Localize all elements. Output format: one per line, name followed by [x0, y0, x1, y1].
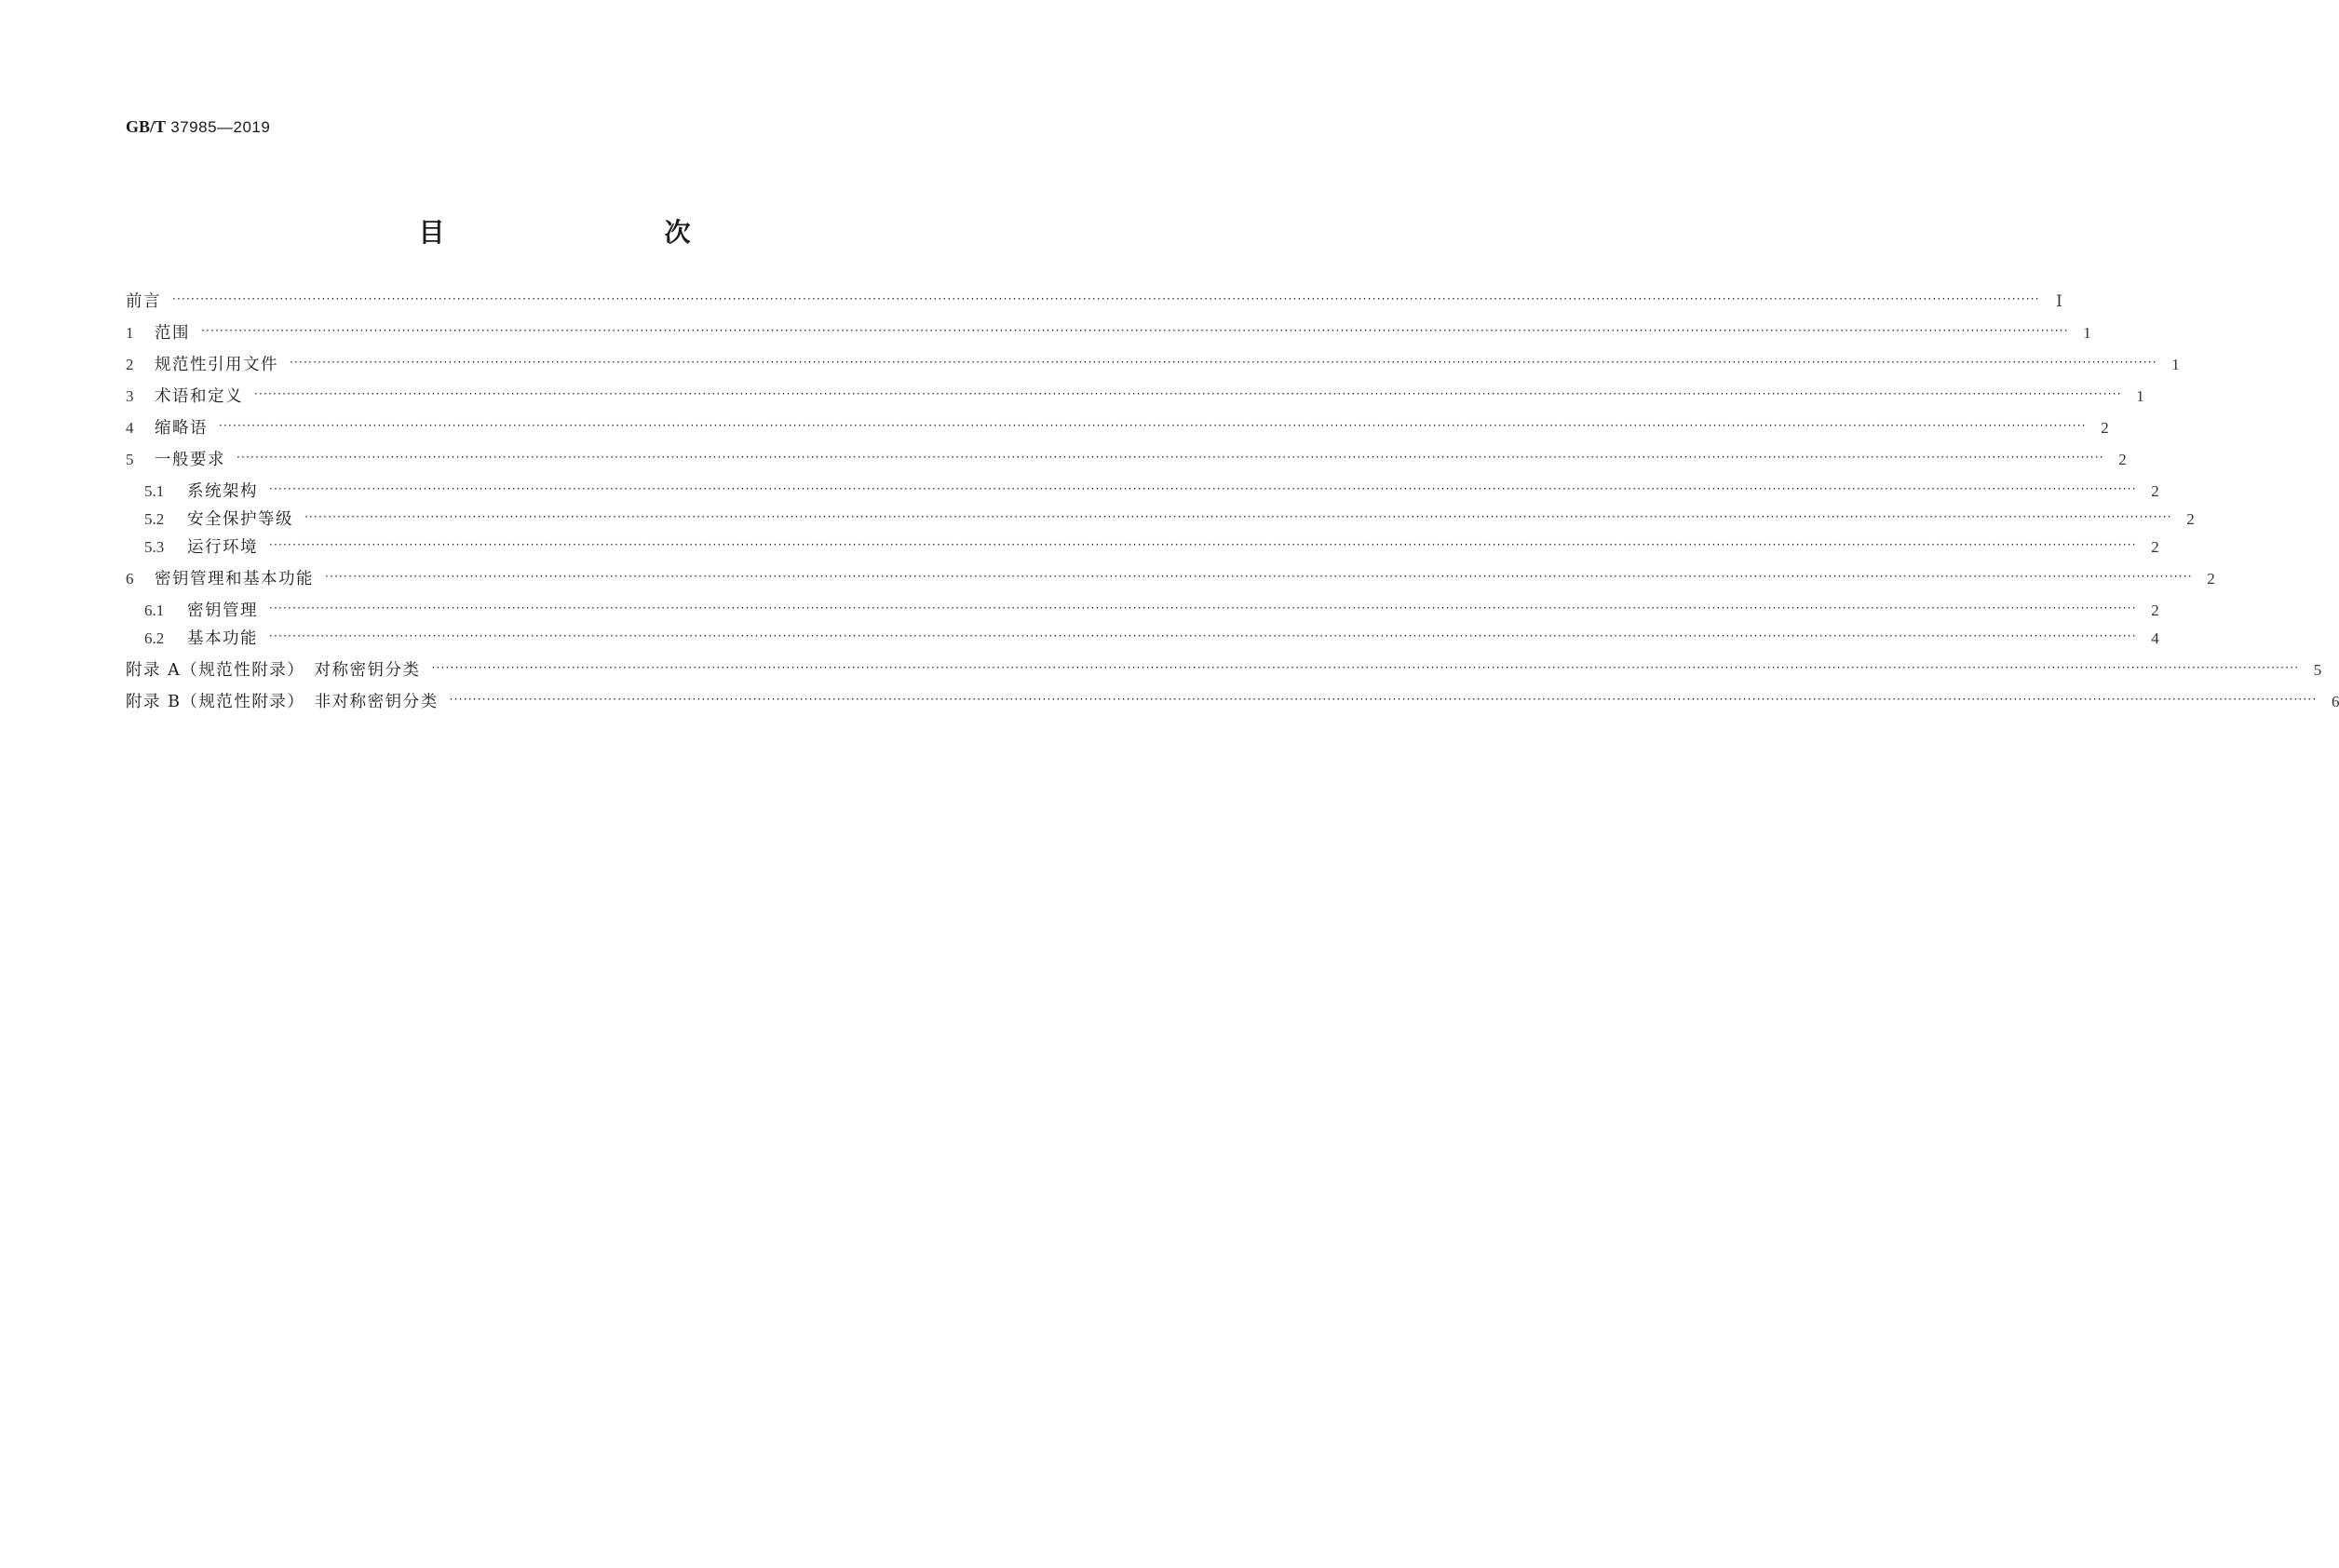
toc-dot-leader: ················································································································································································································································································································································································································: [254, 387, 2122, 400]
toc-entry-page: 2: [2151, 602, 2159, 619]
toc-entry-label: 术语和定义: [155, 387, 243, 406]
toc-entry[interactable]: [126, 689, 2339, 715]
toc-entry-label: 附录 B（规范性附录） 非对称密钥分类: [126, 693, 439, 711]
toc-dot-leader: ················································································································································································································································································································································································································: [290, 356, 2157, 369]
toc-entry-label: 密钥管理: [187, 602, 258, 620]
toc-entry-page: 2: [2118, 451, 2127, 468]
toc-dot-leader: ················································································································································································································································································································································································································: [431, 661, 2300, 674]
toc-entry[interactable]: [126, 415, 2109, 441]
toc-entry-number: 3: [126, 387, 134, 405]
toc-entry[interactable]: [126, 384, 2144, 410]
toc-dot-leader: ················································································································································································································································································································································································································: [325, 570, 2193, 583]
toc-dot-leader: ················································································································································································································································································································································································································: [201, 324, 2069, 337]
toc-entry-label: 安全保护等级: [187, 510, 293, 529]
toc-entry[interactable]: [144, 534, 2159, 561]
toc-entry-label: 基本功能: [187, 629, 258, 648]
standard-number: 37985—2019: [170, 118, 271, 136]
toc-entry[interactable]: [144, 598, 2159, 624]
toc-entry-page: 6: [2331, 693, 2339, 710]
toc-entry-page: 2: [2101, 419, 2109, 437]
toc-entry[interactable]: [144, 626, 2159, 652]
toc-dot-leader: ················································································································································································································································································································································································································: [269, 602, 2137, 615]
toc-entry-label: 一般要求: [155, 451, 225, 469]
toc-entry[interactable]: [144, 479, 2159, 505]
toc-entry-number: 6.1: [144, 602, 165, 619]
toc-entry[interactable]: [126, 320, 2091, 346]
toc-entry-number: 6: [126, 570, 134, 588]
toc-entry-number: 6.2: [144, 629, 165, 647]
toc-entry-page: 2: [2186, 510, 2195, 528]
toc-entry-page: 2: [2207, 570, 2215, 588]
toc-dot-leader: ················································································································································································································································································································································································································: [269, 538, 2137, 551]
toc-dot-leader: ················································································································································································································································································································································································································: [269, 482, 2137, 495]
toc-dot-leader: ················································································································································································································································································································································································································: [237, 451, 2104, 464]
standard-code: [126, 117, 270, 137]
toc-entry[interactable]: [126, 289, 2062, 315]
toc-entry[interactable]: [144, 507, 2195, 533]
toc-entry-label: 范围: [155, 324, 190, 343]
toc-entry-page: Ⅰ: [2056, 292, 2062, 310]
toc-entry-page: 2: [2151, 482, 2159, 500]
toc-entry-page: 1: [2083, 324, 2091, 342]
standard-prefix: GB/T: [126, 117, 167, 136]
toc-entry-number: 4: [126, 419, 134, 437]
toc-entry[interactable]: [126, 566, 2215, 592]
toc-entry-page: 5: [2313, 661, 2322, 679]
page-title: 目 次: [418, 217, 747, 248]
toc-entry[interactable]: [126, 657, 2322, 683]
toc-dot-leader: ················································································································································································································································································································································································································: [269, 629, 2137, 642]
toc-entry-label: 运行环境: [187, 538, 258, 557]
toc-entry-label: 缩略语: [155, 419, 208, 438]
toc-dot-leader: ················································································································································································································································································································································································································: [449, 693, 2318, 706]
toc-entry-label: 密钥管理和基本功能: [155, 570, 314, 588]
toc-entry[interactable]: [126, 447, 2127, 473]
toc-entry-number: 5.2: [144, 510, 165, 528]
toc-dot-leader: ················································································································································································································································································································································································································: [219, 419, 2087, 432]
toc-entry-page: 1: [2136, 387, 2144, 405]
toc-dot-leader: ················································································································································································································································································································································································································: [172, 292, 2040, 305]
toc-entry-label: 前言: [126, 292, 161, 311]
toc-entry-label: 系统架构: [187, 482, 258, 501]
toc-entry-page: 1: [2171, 356, 2180, 373]
toc-entry-label: 附录 A（规范性附录） 对称密钥分类: [126, 661, 421, 680]
toc-dot-leader: ················································································································································································································································································································································································································: [304, 510, 2172, 523]
toc-entry-number: 5.3: [144, 538, 165, 556]
toc-entry-label: 规范性引用文件: [155, 356, 278, 374]
toc-entry-number: 5.1: [144, 482, 165, 500]
toc-entry-number: 1: [126, 324, 134, 342]
toc-entry-number: 5: [126, 451, 134, 468]
toc-entry-number: 2: [126, 356, 134, 373]
toc-entry-page: 4: [2151, 629, 2159, 647]
toc-entry-page: 2: [2151, 538, 2159, 556]
toc-entry[interactable]: [126, 352, 2180, 378]
